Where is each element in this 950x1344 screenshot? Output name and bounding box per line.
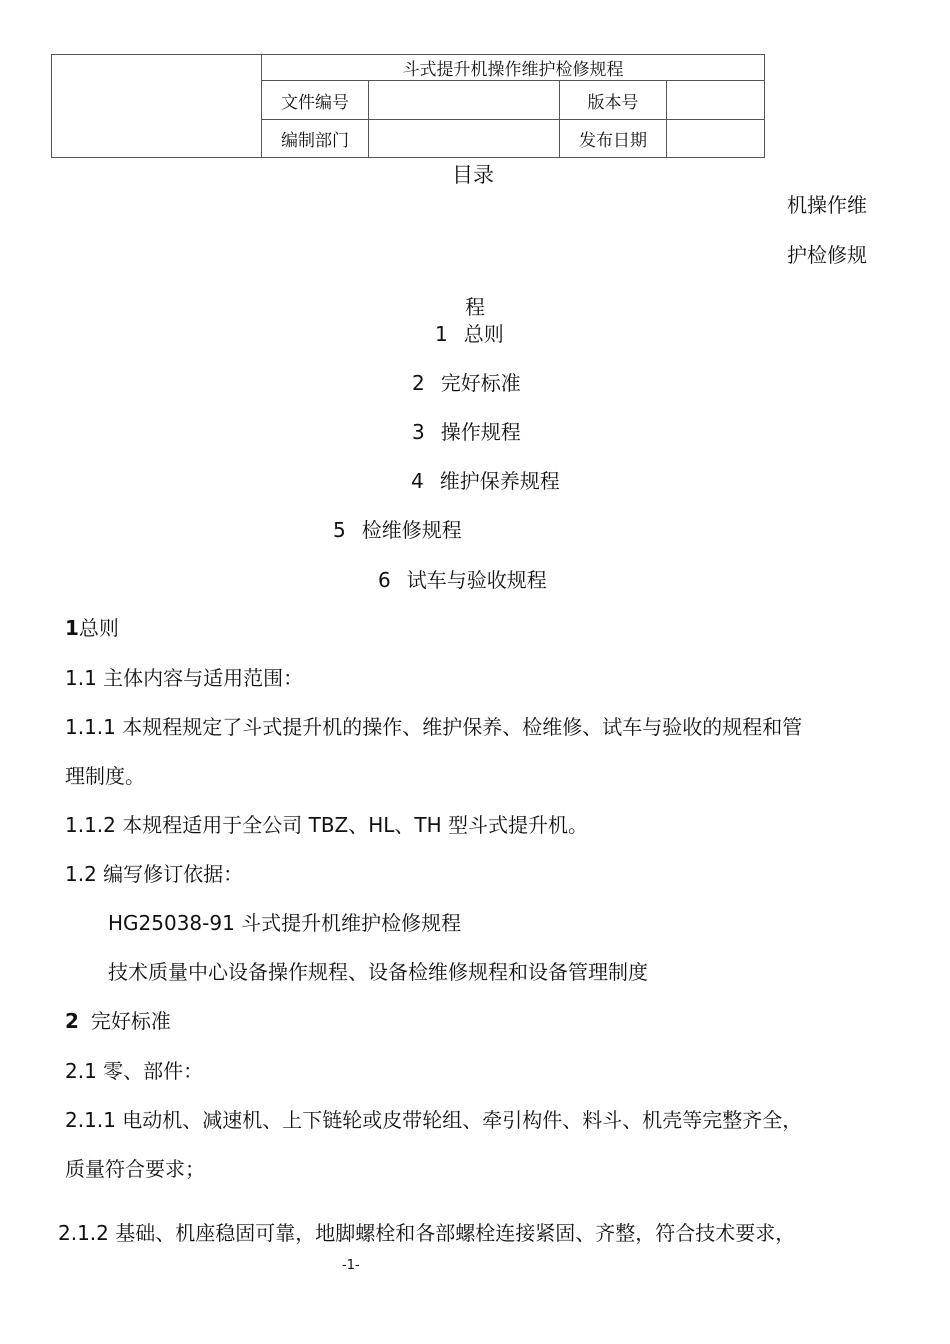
version-label: 版本号 xyxy=(560,81,667,120)
version-value xyxy=(667,81,765,120)
paragraph-1-2: 1.2 编写修订依据： xyxy=(65,862,244,886)
toc-item-4[interactable] xyxy=(411,465,560,494)
toc-item-number: 1 xyxy=(435,322,448,346)
release-date-label: 发布日期 xyxy=(560,120,667,158)
toc-item-label: 总则 xyxy=(463,322,504,346)
reference-1: HG25038-91 斗式提升机维护检修规程 xyxy=(108,911,462,935)
paragraph-2-1-1-line-2: 质量符合要求； xyxy=(65,1157,205,1181)
document-header-table xyxy=(51,54,765,158)
toc-item-label: 检维修规程 xyxy=(361,518,462,542)
toc-side-line-3: 程 xyxy=(465,295,485,319)
toc-item-6[interactable] xyxy=(378,564,547,593)
paragraph-2-1-1-line-1: 2.1.1 电动机、减速机、上下链轮或皮带轮组、牵引构件、料斗、机壳等完整齐全， xyxy=(65,1108,803,1132)
toc-side-line-2: 护检修规 xyxy=(787,243,867,267)
section-number: 2 xyxy=(65,1009,79,1033)
section-number: 1 xyxy=(65,616,79,640)
toc-item-label: 维护保养规程 xyxy=(439,469,560,493)
release-date-value xyxy=(667,120,765,158)
department-label: 编制部门 xyxy=(262,120,369,158)
reference-2: 技术质量中心设备操作规程、设备检维修规程和设备管理制度 xyxy=(108,960,648,984)
toc-item-number: 5 xyxy=(333,518,346,542)
toc-item-label: 操作规程 xyxy=(440,420,521,444)
toc-item-number: 3 xyxy=(412,420,425,444)
toc-item-5[interactable] xyxy=(333,514,462,543)
toc-item-1[interactable] xyxy=(435,318,504,347)
file-number-value xyxy=(369,81,560,120)
toc-item-2[interactable] xyxy=(412,367,521,396)
toc-side-line-1: 机操作维 xyxy=(787,193,867,217)
toc-item-number: 6 xyxy=(378,568,391,592)
toc-item-label: 试车与验收规程 xyxy=(406,568,547,592)
section-1-heading xyxy=(65,612,119,641)
section-2-heading xyxy=(65,1005,171,1034)
toc-item-label: 完好标准 xyxy=(440,371,521,395)
toc-item-number: 4 xyxy=(411,469,424,493)
department-value xyxy=(369,120,560,158)
paragraph-2-1: 2.1 零、部件： xyxy=(65,1059,204,1083)
toc-title: 目录 xyxy=(452,163,494,187)
paragraph-2-1-2: 2.1.2 基础、机座稳固可靠，地脚螺栓和各部螺栓连接紧固、齐整，符合技术要求， xyxy=(58,1221,796,1245)
paragraph-1-1-2: 1.1.2 本规程适用于全公司 TBZ、HL、TH 型斗式提升机。 xyxy=(65,813,589,837)
toc-item-number: 2 xyxy=(412,371,425,395)
paragraph-1-1-1-line-1: 1.1.1 本规程规定了斗式提升机的操作、维护保养、检维修、试车与验收的规程和管 xyxy=(65,715,803,739)
page-number: -1- xyxy=(342,1258,360,1273)
toc-item-3[interactable] xyxy=(412,416,521,445)
paragraph-1-1: 1.1 主体内容与适用范围： xyxy=(65,666,304,690)
logo-cell xyxy=(52,55,262,158)
paragraph-1-1-1-line-2: 理制度。 xyxy=(65,764,145,788)
section-title: 完好标准 xyxy=(90,1009,171,1033)
document-title: 斗式提升机操作维护检修规程 xyxy=(262,55,765,81)
section-title: 总则 xyxy=(78,616,119,640)
file-number-label: 文件编号 xyxy=(262,81,369,120)
